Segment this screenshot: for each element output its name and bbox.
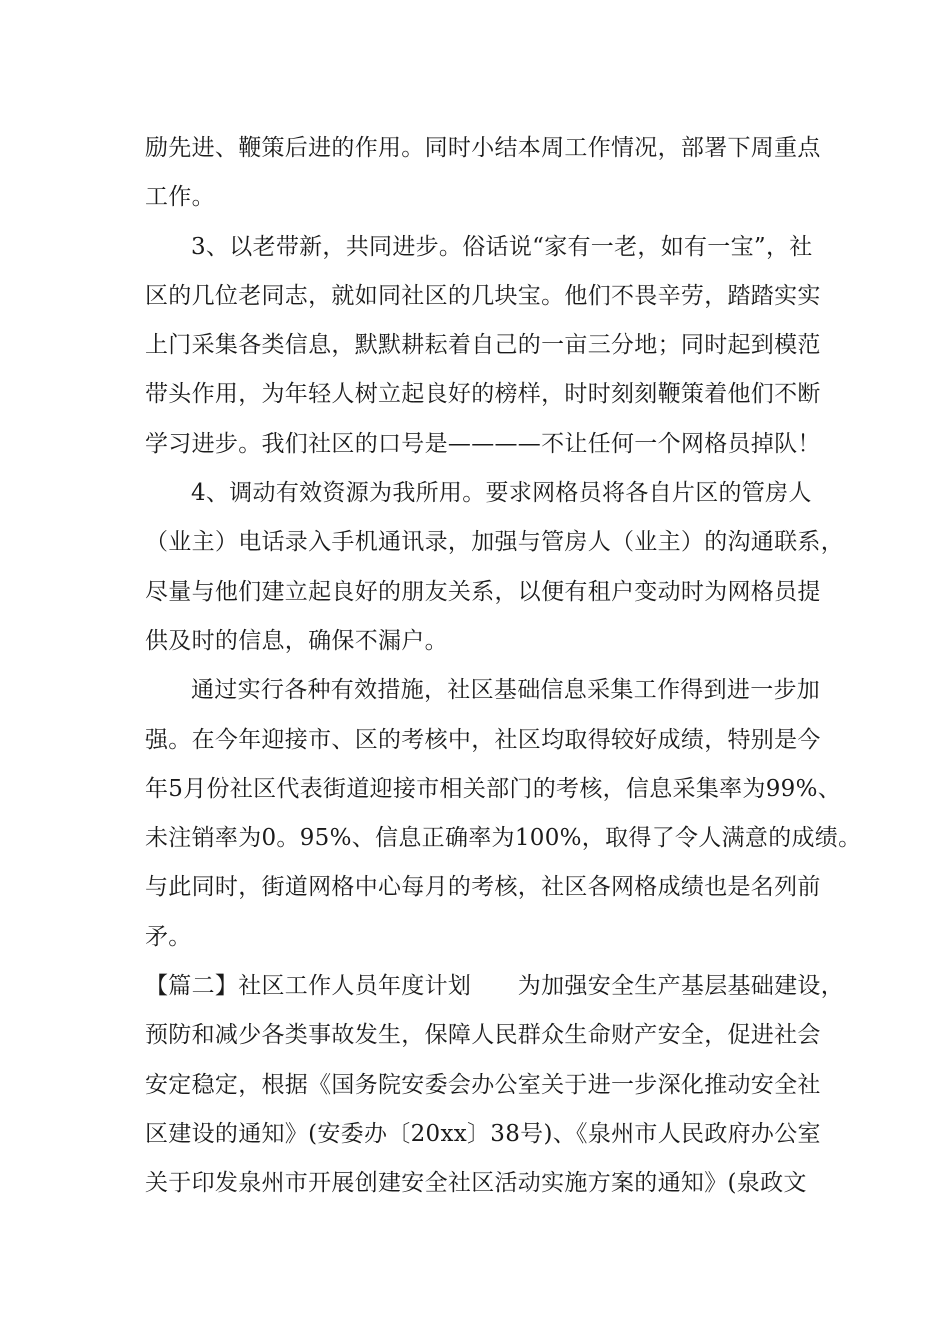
text-line: 供及时的信息，确保不漏户。: [145, 627, 448, 654]
text-line: 上门采集各类信息，默默耕耘着自己的一亩三分地；同时起到模范: [145, 332, 821, 359]
text-line: 励先进、鞭策后进的作用。同时小结本周工作情况，部署下周重点: [145, 135, 821, 161]
text-line: 强。在今年迎接市、区的考核中，社区均取得较好成绩，特别是今: [145, 726, 821, 753]
paragraph-5: [145, 962, 844, 1208]
text-line: 4、调动有效资源为我所用。要求网格员将各自片区的管房人: [191, 480, 812, 507]
text-line: 工作。: [145, 184, 215, 211]
document-page: [145, 124, 862, 1209]
paragraph-2: [145, 223, 821, 469]
text-line: （业主）电话录入手机通讯录，加强与管房人（业主）的沟通联系，: [145, 529, 844, 556]
text-line: 学习进步。我们社区的口号是————不让任何一个网格员掉队！: [145, 430, 821, 457]
text-line: 矛。: [145, 923, 192, 950]
text-line: 未注销率为0。95%、信息正确率为100%，取得了令人满意的成绩。: [145, 825, 862, 852]
text-line: 区建设的通知》(安委办〔20xx〕38号)、《泉州市人民政府办公室: [145, 1120, 821, 1147]
text-line: 关于印发泉州市开展创建安全社区活动实施方案的通知》(泉政文: [145, 1170, 807, 1197]
text-line: 带头作用，为年轻人树立起良好的榜样，时时刻刻鞭策着他们不断: [145, 381, 821, 408]
paragraph-3: [145, 469, 844, 666]
text-line: 预防和减少各类事故发生，保障人民群众生命财产安全，促进社会: [145, 1022, 821, 1049]
text-line: 年5月份社区代表街道迎接市相关部门的考核，信息采集率为99%、: [145, 775, 842, 802]
text-line: 通过实行各种有效措施，社区基础信息采集工作得到进一步加: [191, 677, 821, 704]
text-line: 区的几位老同志，就如同社区的几块宝。他们不畏辛劳，踏踏实实: [145, 282, 821, 309]
text-line: 尽量与他们建立起良好的朋友关系，以便有租户变动时为网格员提: [145, 578, 821, 605]
text-line: 【篇二】社区工作人员年度计划 为加强安全生产基层基础建设，: [145, 973, 844, 1000]
text-line: 与此同时，街道网格中心每月的考核，社区各网格成绩也是名列前: [145, 874, 821, 901]
text-line: 3、以老带新，共同进步。俗话说“家有一老，如有一宝”，社: [191, 233, 813, 260]
paragraph-4: [145, 666, 862, 962]
paragraph-1: [145, 124, 821, 223]
text-line: 安定稳定，根据《国务院安委会办公室关于进一步深化推动安全社: [145, 1071, 821, 1098]
